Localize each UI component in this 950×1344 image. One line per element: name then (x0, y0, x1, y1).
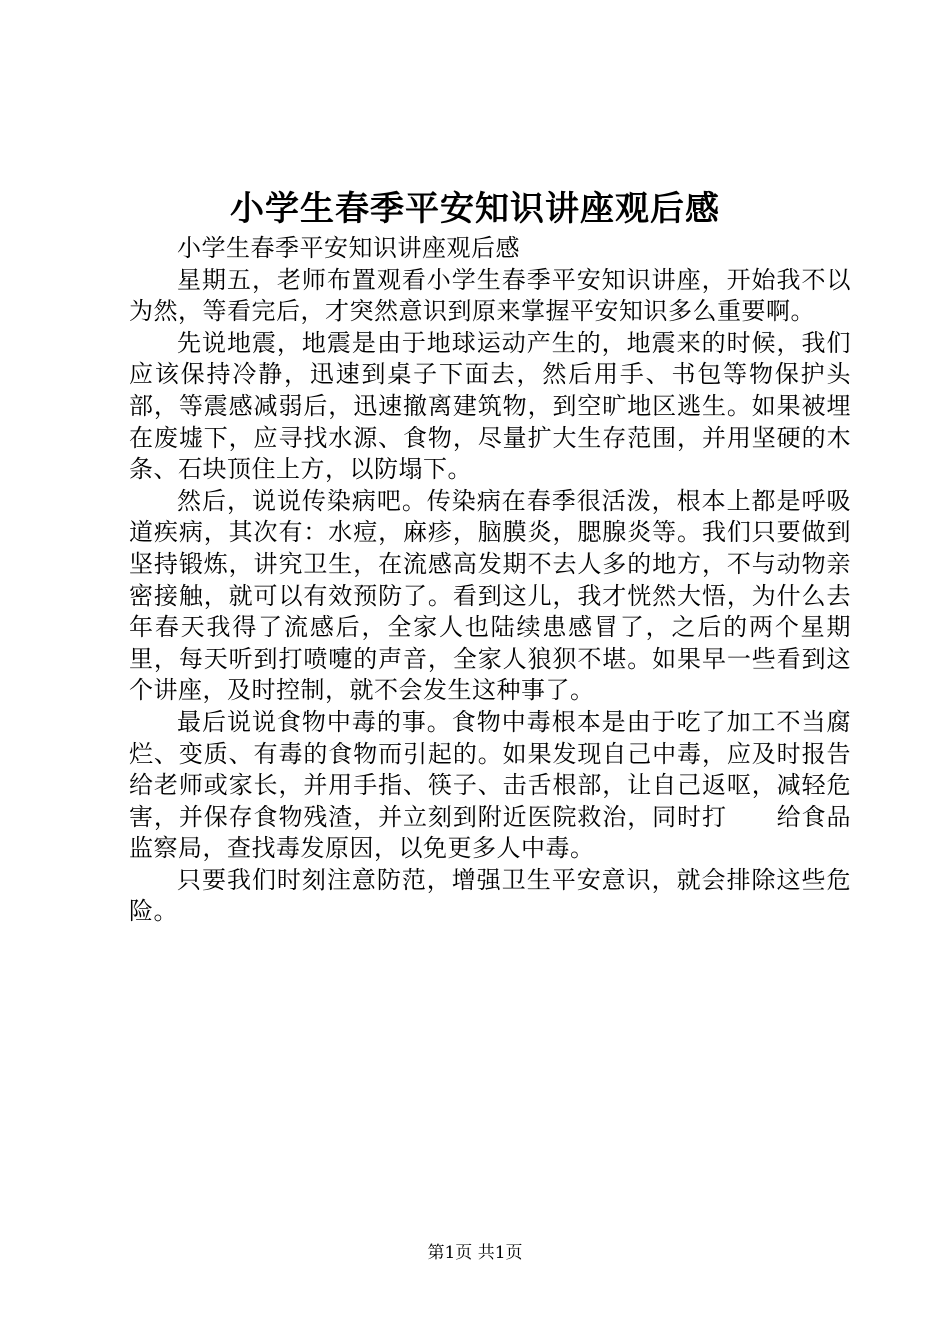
paragraph-subtitle: 小学生春季平安知识讲座观后感 (177, 234, 520, 262)
page-footer: 第1页 共1页 (427, 1243, 523, 1263)
paragraph-intro: 星期五，老师布置观看小学生春季平安知识讲座，开始我不以为然，等看完后，才突然意识到原来掌握平安知识多么重要啊。 (129, 265, 851, 326)
document-title: 小学生春季平安知识讲座观后感 (230, 189, 720, 229)
paragraph-earthquake: 先说地震，地震是由于地球运动产生的，地震来的时候，我们应该保持冷静，迅速到桌子下面去，然后用手、书包等物保护头部，等震感减弱后，迅速撤离建筑物，到空旷地区逃生。如果被埋在废墟下，应寻找水源、食物，尽量扩大生存范围，并用坚硬的木条、石块顶住上方，以防塌下。 (129, 328, 851, 484)
document-body (129, 233, 851, 928)
paragraph-food-poisoning: 最后说说食物中毒的事。食物中毒根本是由于吃了加工不当腐烂、变质、有毒的食物而引起的。如果发现自己中毒，应及时报告给老师或家长，并用手指、筷子、击舌根部，让自己返呕，减轻危害，并保存食物残渣，并立刻到附近医院救治，同时打 给食品监察局，查找毒发原因，以免更多人中毒。 (129, 707, 851, 863)
paragraph-conclusion: 只要我们时刻注意防范，增强卫生平安意识，就会排除这些危险。 (129, 865, 851, 926)
paragraph-infectious-disease: 然后，说说传染病吧。传染病在春季很活泼，根本上都是呼吸道疾病，其次有：水痘，麻疹，脑膜炎，腮腺炎等。我们只要做到坚持锻炼，讲究卫生，在流感高发期不去人多的地方，不与动物亲密接触，就可以有效预防了。看到这儿，我才恍然大悟，为什么去年春天我得了流感后，全家人也陆续患感冒了，之后的两个星期里，每天听到打喷嚏的声音，全家人狼狈不堪。如果早一些看到这个讲座，及时控制，就不会发生这种事了。 (129, 486, 851, 705)
